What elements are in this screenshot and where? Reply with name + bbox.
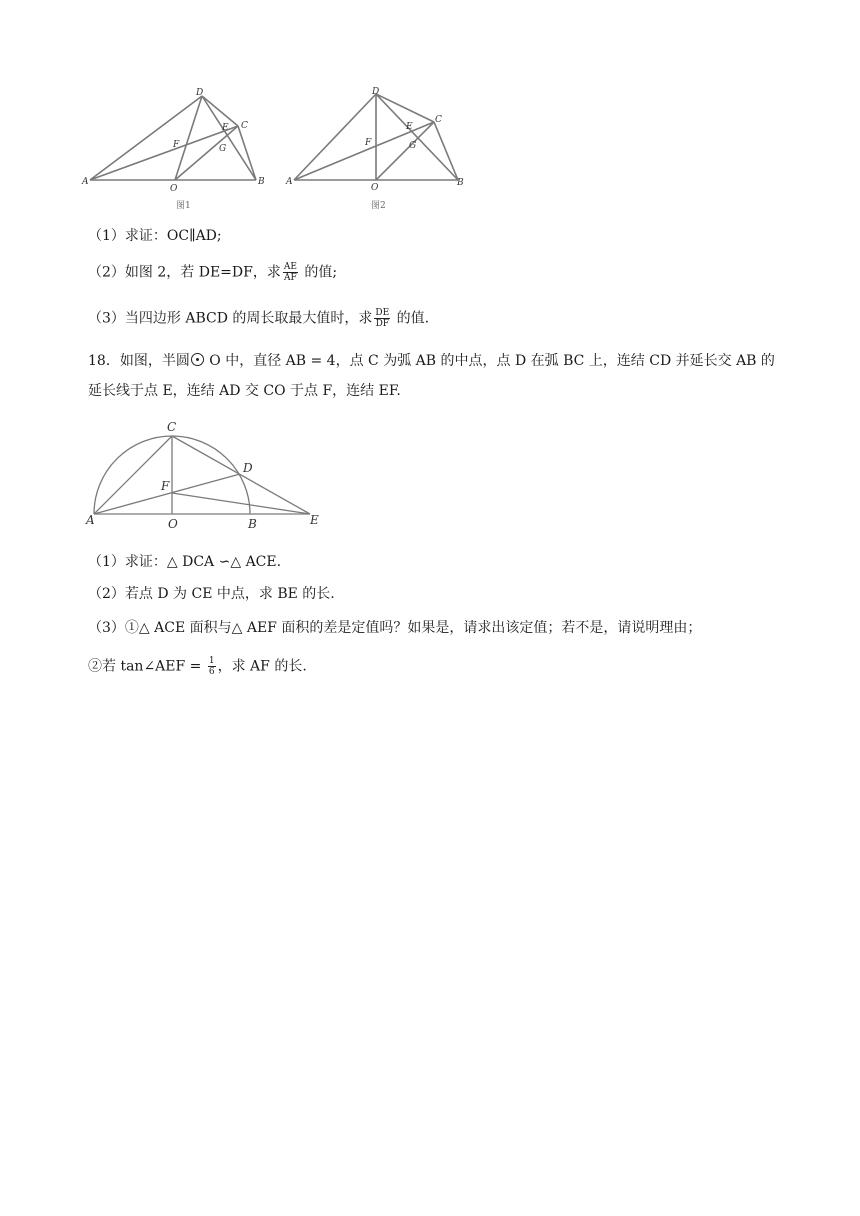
label-B: B xyxy=(258,177,265,187)
q18-part3-text: （3）①△ ACE 面积与△ AEF 面积的差是定值吗？如果是，请求出该定值；若不是，请说明理由； xyxy=(88,620,702,636)
figure-2 xyxy=(282,84,482,214)
label-C: C xyxy=(241,121,248,131)
label-G: G xyxy=(409,141,417,151)
label-F: F xyxy=(173,140,180,150)
label-D: D xyxy=(243,461,253,475)
q18-stem xyxy=(88,346,778,406)
q17-part3-text-a: （3）当四边形 ABCD 的周长取最大值时，求 xyxy=(88,310,373,327)
fraction-numerator: DE xyxy=(375,308,390,318)
q18-part1-text: （1）求证：△ DCA ∽△ ACE. xyxy=(88,554,282,570)
q18-part2-text: （2）若点 D 为 CE 中点，求 BE 的长. xyxy=(88,586,335,602)
q17-part2-text-b: 的值; xyxy=(299,264,338,281)
label-B: B xyxy=(457,178,464,188)
q17-part3 xyxy=(88,308,429,329)
label-O: O xyxy=(170,184,178,194)
fraction-denominator: AF xyxy=(283,273,297,283)
figure-2-caption: 图2 xyxy=(371,201,386,211)
label-A: A xyxy=(82,177,89,187)
fraction-ae-af xyxy=(283,262,298,283)
label-B: B xyxy=(248,517,257,531)
label-O: O xyxy=(371,183,379,193)
label-F: F xyxy=(365,138,372,148)
fraction-one-sixth xyxy=(208,656,216,677)
fraction-denominator: 6 xyxy=(208,667,215,677)
q17-part3-text-b: 的值. xyxy=(392,310,430,327)
q17-part2 xyxy=(88,262,337,283)
fraction-de-df xyxy=(374,308,390,329)
fraction-denominator: DF xyxy=(375,319,390,329)
q18-stem-a: 18．如图，半圆 xyxy=(88,353,190,369)
label-D: D xyxy=(196,88,204,98)
q18-part4-text-a: ②若 tan∠AEF = xyxy=(88,658,206,675)
figure-1 xyxy=(80,84,280,214)
label-C: C xyxy=(435,115,442,125)
q18-part4-text-b: ，求 AF 的长. xyxy=(217,658,307,675)
label-D: D xyxy=(372,87,380,97)
label-E: E xyxy=(406,122,413,132)
label-A: A xyxy=(286,177,293,187)
figure-1-caption: 图1 xyxy=(176,201,191,211)
fraction-numerator: AE xyxy=(283,262,297,272)
q18-part2 xyxy=(88,584,335,604)
q17-part2-text-a: （2）如图 2，若 DE=DF，求 xyxy=(88,264,281,281)
label-O: O xyxy=(168,517,178,531)
label-A: A xyxy=(86,513,95,527)
circle-dot-symbol xyxy=(191,353,204,366)
fraction-numerator: 1 xyxy=(208,656,215,666)
q17-part1-text: （1）求证：OC∥AD; xyxy=(88,228,222,244)
q18-part1 xyxy=(88,552,281,572)
figure-3 xyxy=(80,414,330,534)
label-F: F xyxy=(161,479,170,493)
label-E: E xyxy=(310,513,319,527)
q18-part3 xyxy=(88,618,701,638)
q18-stem-b: O 中，直径 AB = 4，点 C 为弧 AB 的中点，点 D 在弧 BC 上，连结 CD 并延长交 AB 的延长线于点 E，连结 AD 交 CO 于点 F，连结 EF. xyxy=(88,353,775,399)
q18-part4 xyxy=(88,656,307,677)
label-C: C xyxy=(167,420,177,434)
label-G: G xyxy=(219,144,227,154)
q17-part1 xyxy=(88,226,222,246)
label-E: E xyxy=(222,123,229,133)
